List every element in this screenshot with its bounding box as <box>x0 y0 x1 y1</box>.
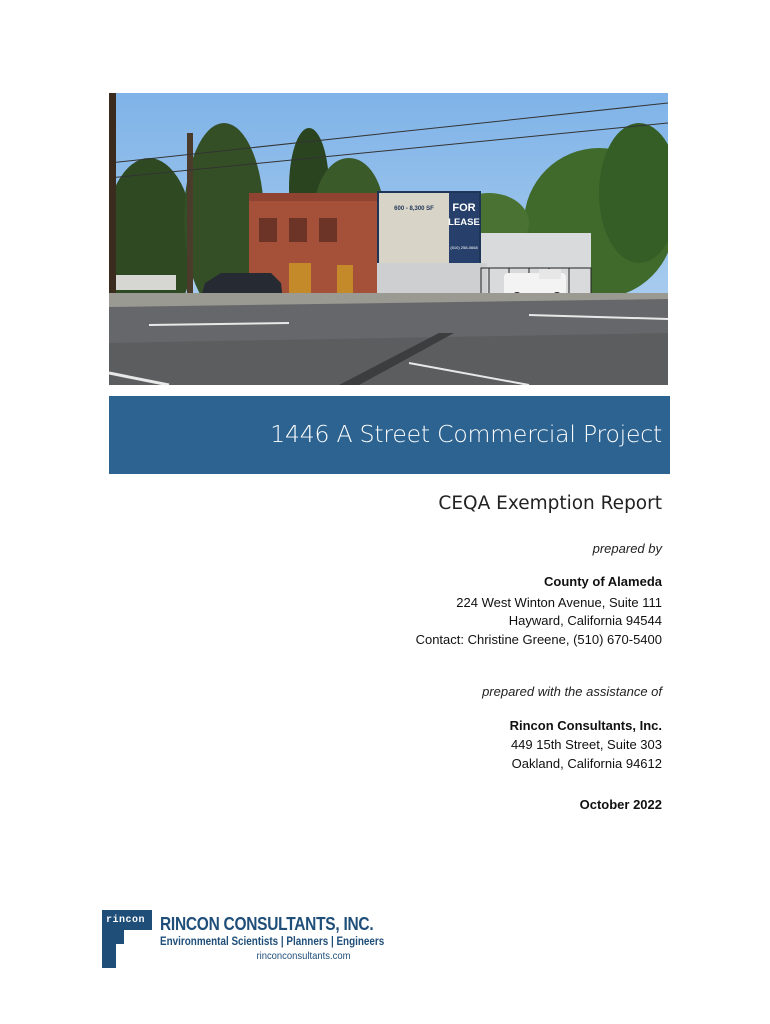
assistance-label: prepared with the assistance of <box>482 684 662 699</box>
consultant-name: Rincon Consultants, Inc. <box>509 718 662 733</box>
consultant-address-line1: 449 15th Street, Suite 303 <box>510 737 662 752</box>
preparer-address-line2: Hayward, California 94544 <box>508 613 662 628</box>
preparer-address-line1: 224 West Winton Avenue, Suite 111 <box>456 595 662 610</box>
billboard-phone-text: (510) 258-0668 <box>450 245 478 250</box>
report-subtitle: CEQA Exemption Report <box>438 493 662 514</box>
cover-photo <box>109 93 668 385</box>
prepared-by-label: prepared by <box>592 541 662 556</box>
title-banner <box>109 396 670 474</box>
consultant-address-line2: Oakland, California 94612 <box>511 756 662 771</box>
billboard-lease-text: LEASE <box>448 217 480 228</box>
rincon-logo <box>102 910 385 970</box>
preparer-contact: Contact: Christine Greene, (510) 670-5400 <box>415 632 662 647</box>
rincon-logo-tagline: Environmental Scientists | Planners | Engineers <box>160 936 385 948</box>
report-date: October 2022 <box>579 797 662 812</box>
preparer-name: County of Alameda <box>544 574 662 589</box>
rincon-logo-url: rinconconsultants.com <box>255 950 350 962</box>
rincon-logo-mark <box>102 910 152 968</box>
billboard-for-text: FOR <box>452 202 476 214</box>
report-title: 1446 A Street Commercial Project <box>270 420 662 448</box>
rincon-logo-name: RINCON CONSULTANTS, INC. <box>160 914 374 934</box>
rincon-mark-text: rincon <box>106 915 146 926</box>
billboard-sqft-text: 600 - 8,300 SF <box>394 206 434 212</box>
